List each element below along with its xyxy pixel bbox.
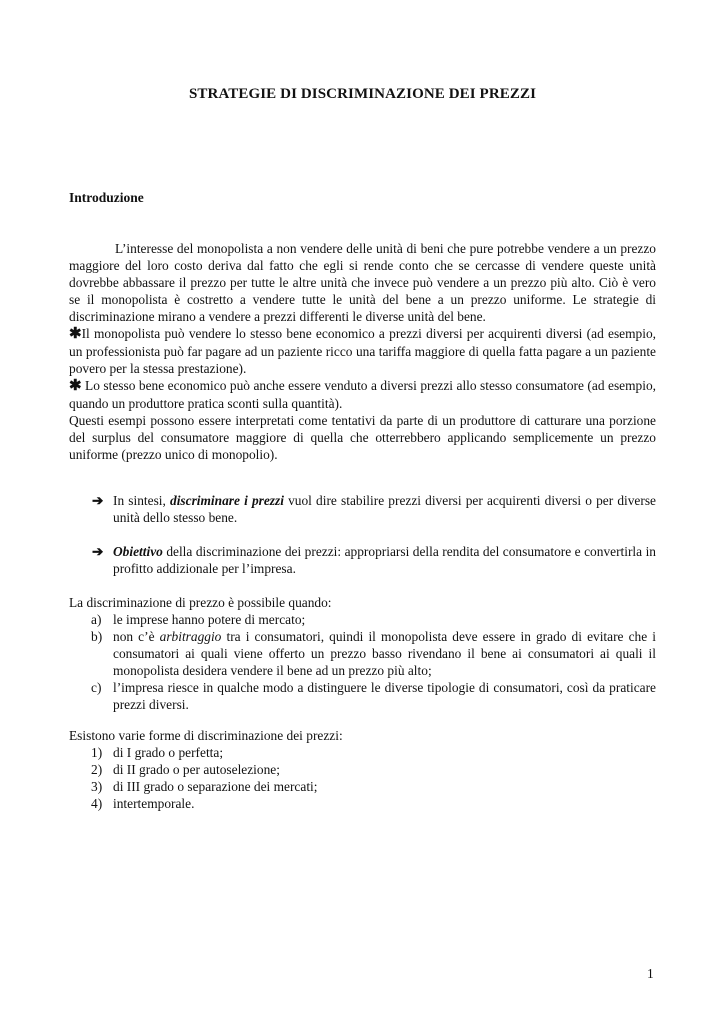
arrow-right-icon: ➔ xyxy=(92,493,104,508)
list-item xyxy=(69,744,656,761)
asterisk-icon: ✱ xyxy=(69,326,82,342)
list-item xyxy=(69,611,656,628)
list-item-text: di I grado o perfetta; xyxy=(113,745,224,760)
list-item-label: 3) xyxy=(91,779,103,794)
list-item-text: di III grado o separazione dei mercati; xyxy=(113,779,318,794)
conditions-intro: La discriminazione di prezzo è possibile quando: xyxy=(69,595,332,610)
list-item-label: 4) xyxy=(91,796,103,811)
list-item-text xyxy=(113,628,656,679)
list-item-text: di II grado o per autoselezione; xyxy=(113,762,280,777)
list-item-suffix: tra i consumatori, quindi il monopolista deve essere in grado di evitare che i consumatori ai quali viene offerto un prezzo basso rivendano il bene ai consumatori ai quali il monopolista desidera vendere il bene ad un prezzo più alto; xyxy=(113,629,656,678)
list-item xyxy=(69,679,656,713)
arrow-point-1 xyxy=(92,492,656,526)
intro-paragraph: L’interesse del monopolista a non vendere delle unità di beni che pure potrebbe vendere a un prezzo maggiore del loro costo deriva dal fatto che egli si rende conto che se cercasse di vendere queste unità dovrebbe abbassare il prezzo per tutte le altre unità che invece può vendere a un prezzo più alto. Ciò è vero se il monopolista è costretto a vendere tutte le unità del bene a un prezzo uniforme. Le strategie di discriminazione mirano a vendere a prezzi differenti le diverse unità del bene. xyxy=(69,241,656,324)
list-item-emphasis: arbitraggio xyxy=(159,629,222,644)
arrow-right-icon: ➔ xyxy=(92,544,104,559)
page-number: 1 xyxy=(647,966,654,981)
list-item-label: a) xyxy=(91,612,102,627)
list-item xyxy=(69,628,656,679)
arrow-point-2-emphasis: Obiettivo xyxy=(113,544,163,559)
forms-section xyxy=(69,727,656,812)
list-item xyxy=(69,778,656,795)
page-title: STRATEGIE DI DISCRIMINAZIONE DEI PREZZI xyxy=(188,86,537,102)
star-point-1 xyxy=(69,325,656,377)
conditions-section xyxy=(69,594,656,713)
forms-list xyxy=(69,744,656,812)
list-item-label: c) xyxy=(91,680,102,695)
star-point-2 xyxy=(69,377,656,412)
arrow-point-1-emphasis: discriminare i prezzi xyxy=(170,493,284,508)
arrow-point-2 xyxy=(92,543,656,577)
arrow-point-2-suffix: della discriminazione dei prezzi: appropriarsi della rendita del consumatore e convertirla in profitto addizionale per l’impresa. xyxy=(113,544,656,576)
arrow-point-1-suffix: vuol dire stabilire prezzi diversi per acquirenti diversi o per diverse unità dello stesso bene. xyxy=(113,493,656,525)
asterisk-icon: ✱ xyxy=(69,378,82,394)
arrow-point-1-text xyxy=(113,492,656,526)
list-item xyxy=(69,795,656,812)
arrow-point-2-text xyxy=(113,543,656,577)
star-point-2-text: Lo stesso bene economico può anche essere venduto a diversi prezzi allo stesso consumatore (ad esempio, quando un produttore pratica sconti sulla quantità). xyxy=(69,378,656,411)
list-item-prefix: non c’è xyxy=(113,629,160,644)
list-item-label: b) xyxy=(91,629,103,644)
arrow-point-1-prefix: In sintesi, xyxy=(113,493,171,508)
star-point-1-text: Il monopolista può vendere lo stesso bene economico a prezzi diversi per acquirenti diversi (ad esempio, un professionista può far pagare ad un paziente ricco una tariffa maggiore di quella fatta pagare a un paziente povero per la stessa prestazione). xyxy=(69,326,656,376)
list-item-label: 1) xyxy=(91,745,103,760)
list-item-text: intertemporale. xyxy=(113,796,195,811)
list-item-label: 2) xyxy=(91,762,103,777)
list-item-text: l’impresa riesce in qualche modo a distinguere le diverse tipologie di consumatori, così da praticare prezzi diversi. xyxy=(113,680,656,712)
surplus-paragraph: Questi esempi possono essere interpretati come tentativi da parte di un produttore di catturare una porzione del surplus del consumatore maggiore di quella che otterrebbero applicando semplicemente un prezzo uniforme (prezzo unico di monopolio). xyxy=(69,413,656,462)
intro-section xyxy=(69,240,656,463)
forms-intro: Esistono varie forme di discriminazione dei prezzi: xyxy=(69,728,343,743)
list-item-text: le imprese hanno potere di mercato; xyxy=(113,612,306,627)
conditions-list xyxy=(69,611,656,713)
section-heading: Introduzione xyxy=(69,190,144,205)
list-item xyxy=(69,761,656,778)
